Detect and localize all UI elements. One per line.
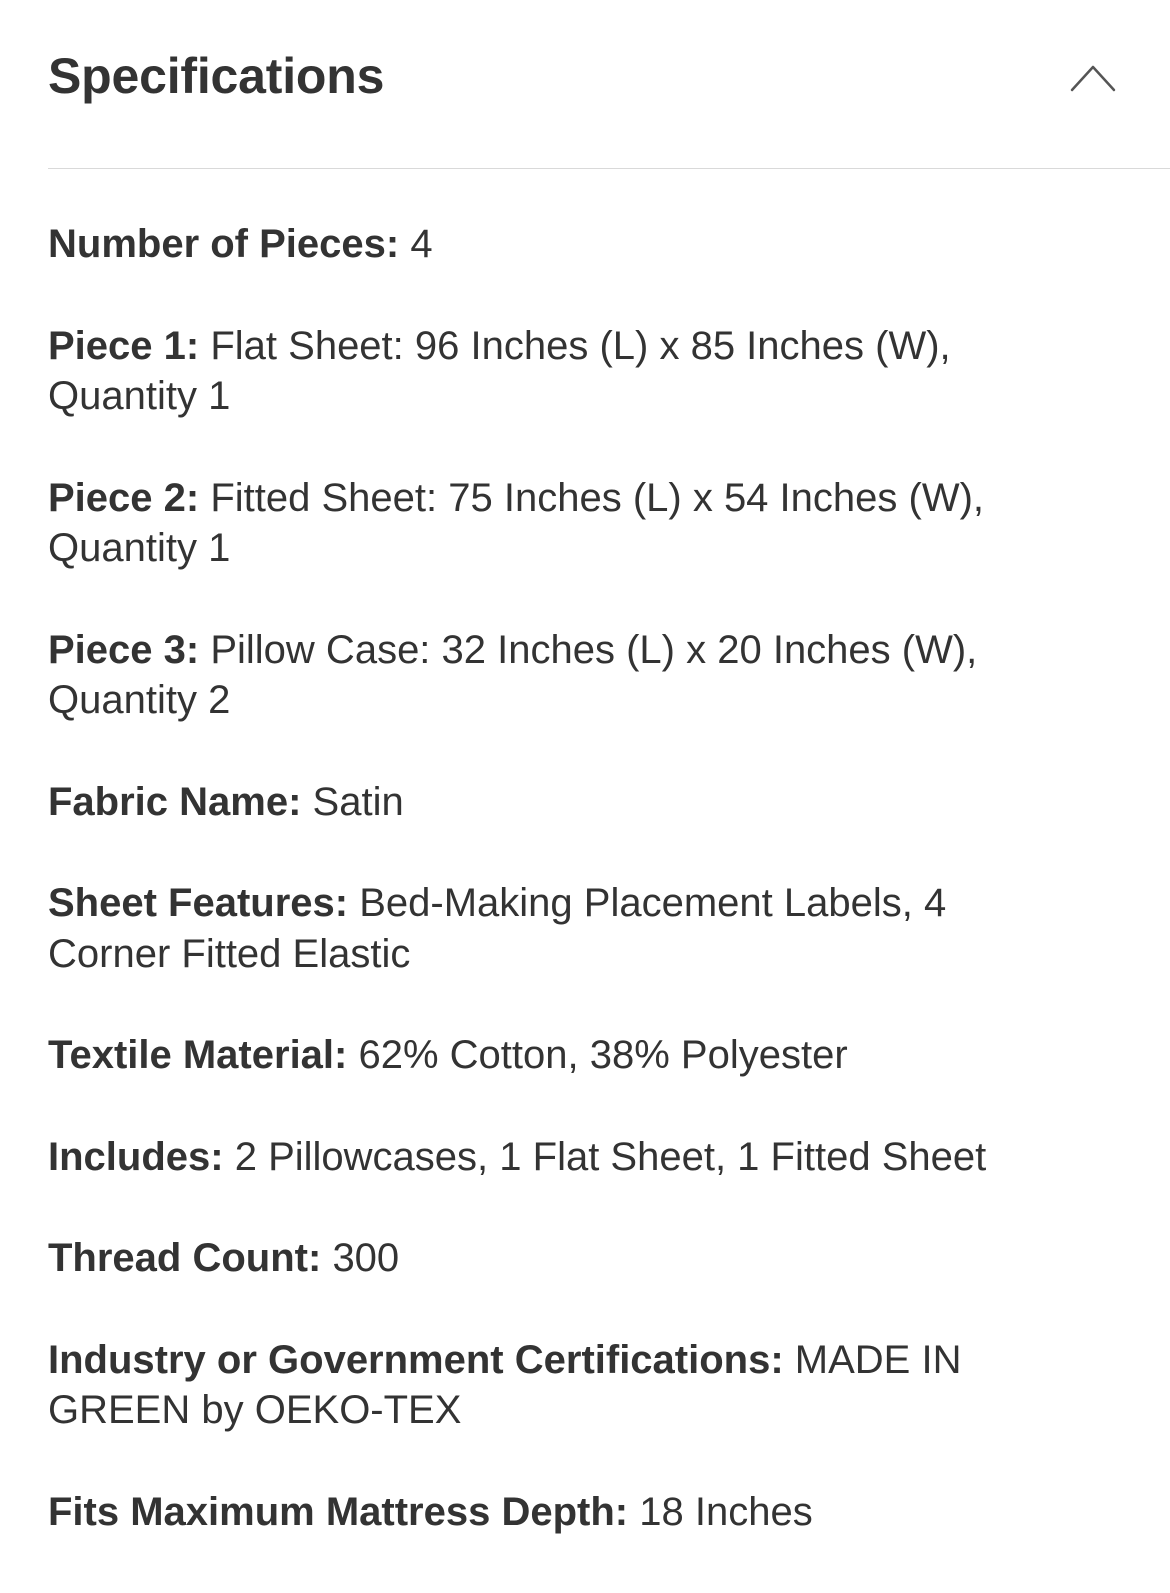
spec-item-piece-2 <box>48 473 1048 574</box>
spec-label: Sheet Features: <box>48 881 349 925</box>
spec-value: Pillow Case: 32 Inches (L) x 20 Inches (W), Quantity 2 <box>48 627 978 722</box>
header-divider <box>48 168 1170 169</box>
spec-label: Includes: <box>48 1134 224 1179</box>
spec-label: Number of Pieces: <box>48 222 400 266</box>
spec-label: Piece 2: <box>48 475 200 520</box>
spec-label: Thread Count: <box>48 1236 322 1280</box>
spec-label: Fits Maximum Mattress Depth: <box>48 1489 629 1534</box>
spec-label: Textile Material: <box>48 1033 348 1077</box>
spec-label: Fabric Name: <box>48 779 302 824</box>
spec-value: 300 <box>332 1236 400 1280</box>
spec-label: Piece 3: <box>48 627 200 672</box>
spec-item-includes <box>48 1132 1048 1183</box>
spec-item-textile-material <box>48 1030 1048 1081</box>
spec-label: Piece 1: <box>48 323 200 368</box>
spec-value: Bed-Making Placement Labels, 4 Corner Fitted Elastic <box>48 881 947 976</box>
spec-value: 62% Cotton, 38% Polyester <box>358 1033 848 1077</box>
spec-value: MADE IN GREEN by OEKO-TEX <box>48 1337 962 1432</box>
spec-item-sheet-features <box>48 878 1048 979</box>
chevron-up-icon[interactable] <box>1060 48 1126 104</box>
collapse-toggle-button[interactable] <box>1060 48 1126 104</box>
spec-item-certifications <box>48 1335 1048 1436</box>
spec-value: Flat Sheet: 96 Inches (L) x 85 Inches (W), Quantity 1 <box>48 323 951 418</box>
spec-value: 2 Pillowcases, 1 Flat Sheet, 1 Fitted Sheet <box>234 1134 987 1179</box>
spec-item-number-of-pieces <box>48 219 1048 270</box>
spec-value: 18 Inches <box>639 1489 813 1534</box>
spec-item-thread-count <box>48 1233 1048 1284</box>
spec-value: Satin <box>312 779 404 824</box>
spec-item-mattress-depth <box>48 1487 1048 1538</box>
spec-item-piece-1 <box>48 321 1048 422</box>
spec-value: Fitted Sheet: 75 Inches (L) x 54 Inches (W), Quantity 1 <box>48 475 985 570</box>
spec-value: 4 <box>410 222 433 266</box>
spec-label: Industry or Government Certifications: <box>48 1337 784 1382</box>
specifications-header[interactable] <box>48 0 1170 169</box>
spec-item-fabric-name <box>48 777 1048 828</box>
spec-item-piece-3 <box>48 625 1048 726</box>
section-title: Specifications <box>48 48 385 104</box>
spec-list <box>48 219 1048 1588</box>
